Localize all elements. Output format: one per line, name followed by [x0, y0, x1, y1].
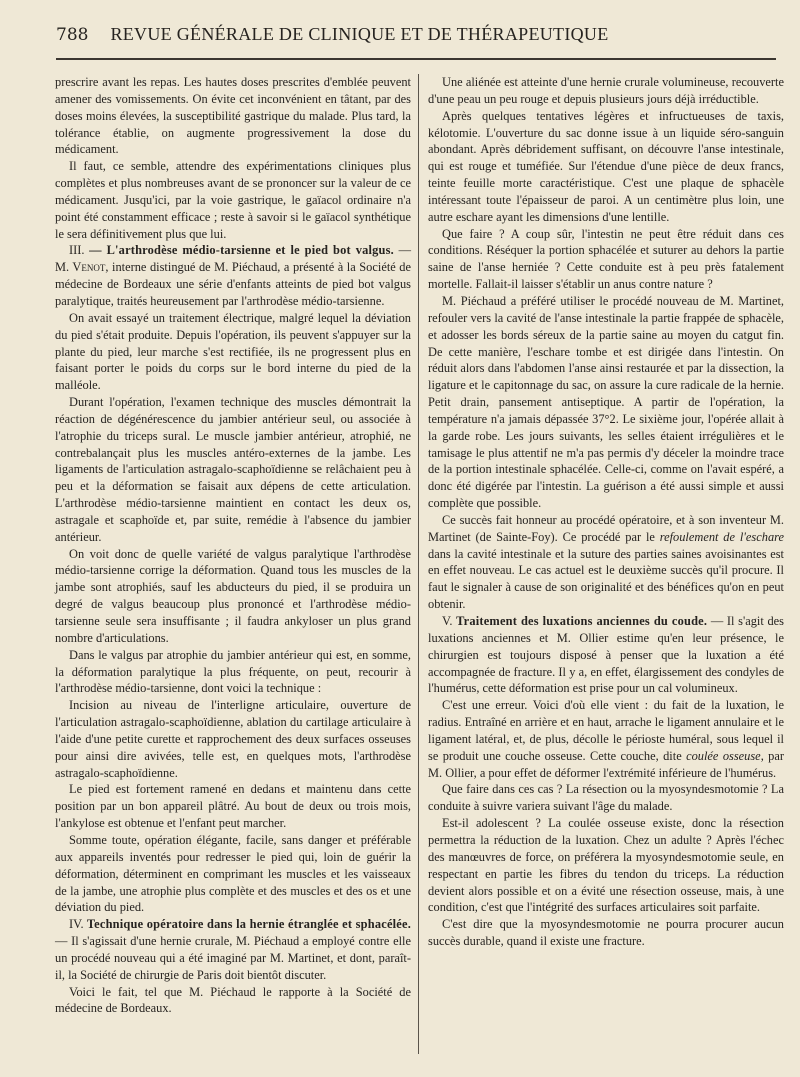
- paragraph: Le pied est fortement ramené en dedans et maintenu dans cette position par un bon appareil plâtré. Au bout de deux ou trois mois, l'ankylose est obtenue et l'enfant peut marcher.: [55, 782, 411, 831]
- paragraph: On avait essayé un traitement électrique, malgré lequel la déviation du pied s'était produite. Depuis l'opération, ils peuvent s'appuyer sur la plante du pied, leur marche s'est rectifiée, ils ne progressent plus en faisant porter le poids du corps sur le bord interne du pied de la malléole.: [55, 310, 411, 393]
- section-paragraph: [428, 613, 784, 697]
- paragraph: Que faire ? A coup sûr, l'intestin ne peut être réduit dans ces conditions. Réséquer la portion sphacélée et suturer au dehors la partie saine de l'anse herniée ? Cette conduite est à peu près fatalement mortelle. Fallait-il laisser s'établir un anus contre nature ?: [428, 226, 784, 292]
- section-heading: — L'arthrodèse médio-tarsienne et le pied bot valgus.: [89, 243, 394, 258]
- section-number: IV.: [69, 917, 87, 932]
- text-run: C'est une erreur. Voici d'où elle vient : du fait de la luxation, le radius. Entraîné en arrière et en haut, arrache le ligament annulaire et le ligament latéral, et, de plus, décolle le périoste huméral, sous lequel il se produit une couche osseuse. Cette couche, dite: [428, 698, 784, 763]
- section-number: III.: [69, 243, 90, 258]
- right-column: [428, 74, 784, 950]
- italic-phrase: coulée osseuse: [686, 748, 761, 763]
- paragraph: M. Piéchaud a préféré utiliser le procédé nouveau de M. Martinet, refouler vers la cavité de l'anse intestinale la partie frappée de sphacèle, et adosser les bords séreux de la partie saine au moyen du catgut fin. De cette manière, l'eschare tombe et est dirigée dans l'intestin. On réduit alors dans l'abdomen l'anse ainsi restaurée et par la dissection, la ligature et le capitonnage du sac, on assure la cure radicale de la hernie. Petit drain, pansement antiseptique. A partir de l'opération, la température n'a jamais dépassée 37°2. Le sixième jour, l'opérée allait à la garde robe. Les jours suivants, les selles étaient irrégulières et le tamisage le plus attentif ne m'a pas permis d'y déceler la moindre trace de la portion intestinale sphacélée. Celle-ci, comme on l'avait espéré, a donc été digérée par l'intestin. La guérison a été aussi simple et aussi complète que possible.: [428, 293, 784, 511]
- text-run: Ce succès fait honneur au procédé opératoire, et à son inventeur M. Martinet (de Sainte-Foy). Ce procédé par le: [428, 512, 784, 544]
- paragraph: On voit donc de quelle variété de valgus paralytique l'arthrodèse médio-tarsienne corrige la déformation. Quand tous les muscles de la jambe sont atrophiés, sauf les abducteurs du pied, il se produira un degré de valgus beaucoup plus prononcé et l'arthrodèse médio-tarsienne seule sera insuffisante ; il faudra ankyloser un plus grand nombre d'articulations.: [55, 546, 411, 645]
- paragraph: Il faut, ce semble, attendre des expérimentations cliniques plus complètes et plus nombreuses avant de se prononcer sur la valeur de ce médicament. Jusqu'ici, par la voie gastrique, le gaïacol ordinaire n'a point été constamment efficace ; reste à savoir si le gaïacol synthétique le sera définitivement plus que lui.: [55, 159, 411, 241]
- section-paragraph: [55, 242, 411, 309]
- section-heading: Technique opératoire dans la hernie étranglée et sphacélée.: [86, 917, 411, 932]
- section-text: interne distingué de M. Piéchaud, a présenté à la Société de médecine de Bordeaux une série d'enfants atteints de pied bot valgus paralytique, traités heureusement par l'arthrodèse médio-tarsienne.: [55, 260, 412, 308]
- paragraph: Incision au niveau de l'interligne articulaire, ouverture de l'articulation astragalo-scaphoïdienne, ablation du cartilage articulaire à l'aide d'une petite curette et rapprochement des deux surfaces osseuses pour ainsi dire avivées, telle est, en quelques mots, l'arthrodèse astragalo-scaphoïdienne.: [55, 698, 411, 780]
- header-rule: [56, 58, 776, 60]
- paragraph: [428, 697, 784, 781]
- running-title: REVUE GÉNÉRALE DE CLINIQUE ET DE THÉRAPEUTIQUE: [110, 24, 609, 44]
- text-run: , par M. Ollier, a pour effet de déformer l'extrémité inférieure de l'humérus.: [428, 748, 784, 780]
- paragraph: Dans le valgus par atrophie du jambier antérieur qui est, en somme, la déformation paralytique la plus fréquente, on peut, recourir à l'arthrodèse médio-tarsienne, dont voici la technique :: [55, 647, 411, 696]
- section-number: V.: [442, 614, 457, 628]
- section-text: — Il s'agit des luxations anciennes et M. Ollier estime qu'en leur présence, le chirurgien est toujours disposé à penser que la luxation a été accompagnée de fracture. Il y a, en effet, élargissement des condyles de l'humérus, cette déformation est prise pour un cal volumineux.: [428, 614, 784, 696]
- section-author: — M. Venot,: [55, 243, 411, 275]
- paragraph: Durant l'opération, l'examen technique des muscles démontrait la réaction de dégénérescence du jambier antérieur seul, ou associée à l'atrophie du triceps sural. Le muscle jambier antérieur, atrophié, ne contrebalançait plus les muscles antéro-externes de la jambe. Les ligaments de l'articulation astragalo-scaphoïdienne se relâchaient peu à peu et la déformation se faisait aux dépens de cette articulation. L'arthrodèse médio-tarsienne maintient en contact les deux os, astragale et scaphoïde et, par suite, remédie à l'absence du jambier antérieur.: [55, 395, 411, 544]
- section-text: — Il s'agissait d'une hernie crurale, M. Piéchaud a employé contre elle un procédé nouveau qui a été imaginé par M. Martinet, et dont, paraît-il, la Société de chirurgie de Paris doit bientôt discuter.: [55, 934, 411, 982]
- paragraph: C'est dire que la myosyndesmotomie ne pourra procurer aucun succès durable, quand il existe une fracture.: [428, 917, 784, 949]
- column-divider: [418, 74, 419, 1054]
- paragraph: Une aliénée est atteinte d'une hernie crurale volumineuse, recouverte d'une peau un peu rouge et depuis plusieurs jours déjà irréductible.: [428, 75, 784, 106]
- page-number: 788: [56, 25, 89, 45]
- paragraph: Après quelques tentatives légères et infructueuses de taxis, kélotomie. L'ouverture du sac donne issue à un liquide séro-sanguin abondant. Après débridement suffisant, on découvre l'anse intestinale, qui est rouge et tuméfiée. Sur l'étendue d'une pièce de deux francs, teinte feuille morte caractéristique. C'est une plaque de sphacèle intéressant toute l'épaisseur de paroi. A un centimètre plus loin, une autre eschare ayant les dimensions d'une lentille.: [428, 108, 784, 224]
- paragraph: Voici le fait, tel que M. Piéchaud le rapporte à la Société de médecine de Bordeaux.: [55, 984, 411, 1016]
- paragraph: prescrire avant les repas. Les hautes doses prescrites d'emblée peuvent amener des vomissements. On évite cet inconvénient en tâtant, par des doses moins élevées, la susceptibilité gastrique du malade. Plus tard, la tolérance établie, on augmente progressivement la dose du médicament.: [55, 75, 411, 157]
- text-run: dans la cavité intestinale et la suture des parties saines avoisinantes est en effet nouveau. Le cas actuel est le deuxième succès qu'il procure. Il faut le signaler à cause de son originalité et des bénéfices qu'on en peut obtenir.: [428, 546, 784, 612]
- italic-phrase: refoulement de l'eschare: [659, 529, 785, 544]
- page-header: [56, 24, 772, 54]
- section-heading: Traitement des luxations anciennes du coude.: [456, 614, 708, 628]
- paragraph: Est-il adolescent ? La coulée osseuse existe, donc la résection permettra la réduction de la luxation. Chez un adulte ? Après l'échec des manœuvres de force, on préférera la myosyndesmotomie seule, en respectant en partie les fibres du tendon du triceps. La réduction devient alors possible et on a évité une résection osseuse, mais, à une condition, c'est que l'intégrité des surfaces articulaires soit parfaite.: [428, 816, 784, 915]
- paragraph: Que faire dans ces cas ? La résection ou la myosyndesmotomie ? La conduite à suivre variera suivant l'âge du malade.: [428, 782, 784, 814]
- section-paragraph: [55, 916, 411, 983]
- left-column: [55, 74, 411, 1017]
- paragraph: Somme toute, opération élégante, facile, sans danger et préférable aux appareils inventés pour redresser le pied qui, loin de guérir la déformation, déterminent en comprimant les muscles et les vaisseaux de la jambe, une atrophie plus complète et des muscles et des os et une déviation du pied.: [55, 832, 411, 915]
- paragraph: [428, 512, 784, 613]
